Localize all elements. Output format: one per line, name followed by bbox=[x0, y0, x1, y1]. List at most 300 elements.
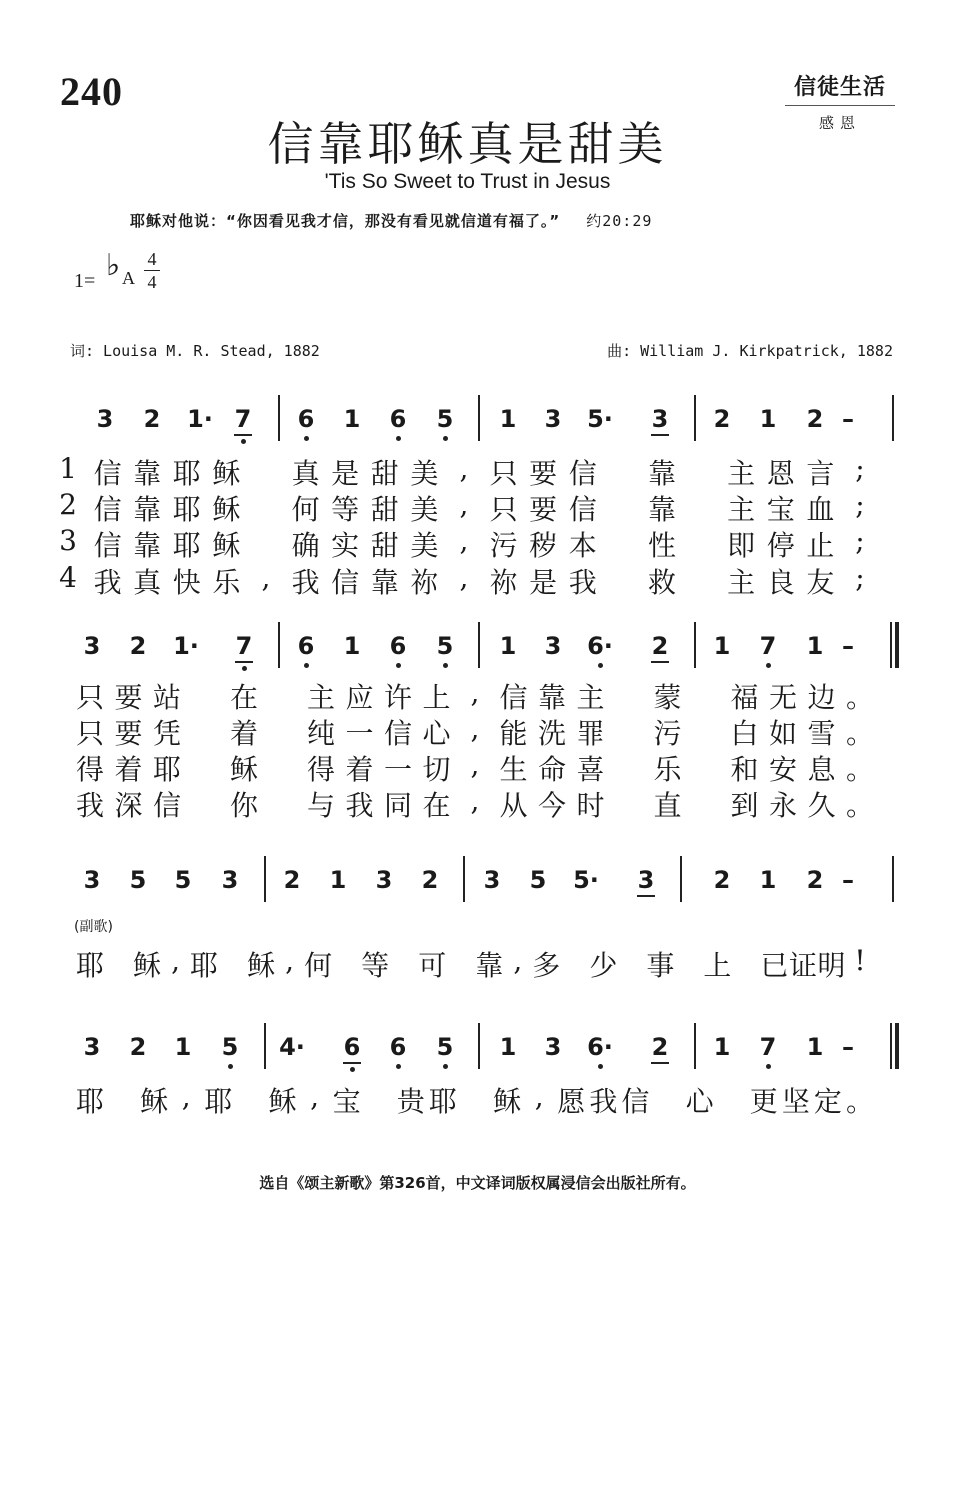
lyric-char: 停 bbox=[766, 529, 795, 562]
lyric-char: 生 bbox=[499, 753, 528, 786]
note: 2 bbox=[806, 405, 824, 433]
note: 5· bbox=[573, 866, 599, 894]
lyric-char: 。 bbox=[845, 717, 875, 750]
note: – bbox=[842, 866, 854, 894]
lyric-char: 美 bbox=[410, 493, 439, 526]
lyric-char: 信 bbox=[93, 457, 122, 490]
note: 2 bbox=[651, 632, 669, 660]
lyric-char: 只 bbox=[489, 493, 518, 526]
lyric-line bbox=[0, 748, 955, 784]
lyric-char: 言 bbox=[806, 457, 835, 490]
lyric-char: 耶 bbox=[428, 1085, 457, 1118]
lyric-char: 要 bbox=[529, 493, 558, 526]
lyric-char: , bbox=[459, 452, 469, 485]
lyric-char: 宝 bbox=[766, 493, 795, 526]
lyric-char: ; bbox=[855, 488, 865, 521]
lyric-char: 是 bbox=[529, 566, 558, 599]
lyric-char: 愿 bbox=[557, 1085, 586, 1118]
low-octave-dot bbox=[443, 663, 448, 668]
lyric-char: 从 bbox=[499, 789, 528, 822]
lyric-char: 耶 bbox=[172, 493, 201, 526]
lyric-char: 只 bbox=[75, 717, 105, 750]
note: 6 bbox=[297, 405, 315, 433]
lyric-char: 无 bbox=[768, 681, 798, 714]
lyric-char: 真 bbox=[133, 566, 162, 599]
lyric-char: 我 bbox=[345, 789, 374, 822]
lyric-char: 多 bbox=[532, 949, 561, 982]
lyric-char: 同 bbox=[383, 789, 413, 822]
lyric-char: , bbox=[470, 712, 480, 745]
lyric-char: 得 bbox=[306, 753, 336, 786]
time-signature bbox=[144, 248, 160, 293]
note: 3 bbox=[637, 866, 655, 894]
hymn-title-english: 'Tis So Sweet to Trust in Jesus bbox=[324, 170, 611, 193]
low-octave-dot bbox=[443, 1064, 448, 1069]
lyric-char: ! bbox=[854, 944, 866, 977]
low-octave-dot bbox=[396, 436, 401, 441]
lyric-char: 甜 bbox=[370, 457, 399, 490]
bar-line bbox=[694, 1023, 696, 1069]
low-octave-dot bbox=[598, 1064, 603, 1069]
lyric-line bbox=[0, 712, 955, 748]
note: 1 bbox=[499, 405, 517, 433]
lyric-char: 久 bbox=[807, 789, 836, 822]
lyric-char: 友 bbox=[806, 566, 835, 599]
lyric-char: 。 bbox=[845, 681, 875, 714]
lyric-char: 宝 bbox=[332, 1085, 361, 1118]
note: 5 bbox=[436, 1033, 454, 1061]
credit-words: 词: Louisa M. R. Stead, 1882 bbox=[70, 342, 320, 360]
lyric-char: 可 bbox=[418, 949, 447, 982]
lyric-char: 雪 bbox=[807, 717, 836, 750]
lyric-char: 上 bbox=[703, 949, 732, 982]
note: 6 bbox=[297, 632, 315, 660]
lyric-char: 你 bbox=[229, 789, 259, 822]
lyric-line bbox=[0, 524, 955, 560]
lyric-char: 我 bbox=[589, 1085, 618, 1118]
lyric-char: 靠 bbox=[537, 681, 567, 714]
lyric-char: 信 bbox=[152, 789, 182, 822]
lyric-char: 到 bbox=[730, 789, 759, 822]
note: 3 bbox=[544, 405, 562, 433]
note: 2 bbox=[713, 405, 731, 433]
lyric-char: , bbox=[470, 676, 480, 709]
bar-line bbox=[478, 1023, 480, 1069]
lyric-char: 只 bbox=[75, 681, 105, 714]
lyric-char: 永 bbox=[768, 789, 798, 822]
final-bar-line bbox=[890, 622, 899, 668]
eighth-underline bbox=[651, 1062, 669, 1064]
note: 5 bbox=[221, 1033, 239, 1061]
low-octave-dot bbox=[241, 439, 246, 444]
note: 6 bbox=[389, 632, 407, 660]
lyric-char: 。 bbox=[845, 789, 875, 822]
lyric-char: 祢 bbox=[410, 566, 439, 599]
category-sub: 感恩 bbox=[818, 114, 861, 132]
bar-line bbox=[463, 856, 465, 902]
bar-line bbox=[680, 856, 682, 902]
lyric-char: 信 bbox=[383, 717, 413, 750]
bar-line bbox=[694, 395, 696, 441]
lyric-char: 息 bbox=[807, 753, 836, 786]
lyric-char: 耶 bbox=[152, 753, 182, 786]
lyric-char: 着 bbox=[229, 717, 259, 750]
lyric-char: 甜 bbox=[370, 493, 399, 526]
lyric-char: 证 bbox=[788, 949, 817, 982]
lyric-char: 实 bbox=[331, 529, 360, 562]
lyric-char: 直 bbox=[653, 789, 682, 822]
lyric-line bbox=[0, 944, 955, 980]
lyric-char: 污 bbox=[653, 717, 682, 750]
note: 5 bbox=[436, 405, 454, 433]
lyric-char: 稣 bbox=[493, 1085, 522, 1118]
eighth-underline bbox=[343, 1062, 361, 1064]
lyric-char: 事 bbox=[646, 949, 675, 982]
lyric-char: 着 bbox=[114, 753, 143, 786]
low-octave-dot bbox=[350, 1067, 355, 1072]
lyric-char: ; bbox=[855, 524, 865, 557]
note: 3 bbox=[83, 866, 101, 894]
note: 4· bbox=[279, 1033, 305, 1061]
note: 2 bbox=[806, 866, 824, 894]
lyric-char: 安 bbox=[768, 753, 798, 786]
note: 1 bbox=[713, 632, 731, 660]
key-label: 1= bbox=[74, 270, 96, 292]
lyric-char: 耶 bbox=[75, 949, 105, 982]
lyric-char: 凭 bbox=[152, 717, 182, 750]
note: 3 bbox=[651, 405, 669, 433]
lyric-char: 。 bbox=[845, 1085, 875, 1118]
lyric-char: 边 bbox=[807, 681, 836, 714]
lyric-char: 等 bbox=[361, 949, 390, 982]
lyric-char: 等 bbox=[331, 493, 360, 526]
lyric-char: , bbox=[181, 1080, 191, 1113]
lyric-char: 我 bbox=[93, 566, 122, 599]
note: 5 bbox=[529, 866, 547, 894]
lyric-char: 耶 bbox=[75, 1085, 105, 1118]
lyric-char: , bbox=[459, 488, 469, 521]
note: 5· bbox=[587, 405, 613, 433]
lyric-char: 蒙 bbox=[653, 681, 682, 714]
lyric-char: 稣 bbox=[229, 753, 259, 786]
lyric-char: 站 bbox=[152, 681, 182, 714]
lyric-char: 甜 bbox=[370, 529, 399, 562]
lyric-char: 与 bbox=[306, 789, 336, 822]
hymn-number: 240 bbox=[60, 69, 123, 114]
lyric-char: 靠 bbox=[475, 949, 504, 982]
note: 1 bbox=[499, 1033, 517, 1061]
note: – bbox=[842, 632, 854, 660]
lyric-line bbox=[0, 784, 955, 820]
lyric-char: 心 bbox=[422, 717, 451, 750]
lyric-char: 信 bbox=[568, 493, 597, 526]
lyric-line bbox=[0, 676, 955, 712]
note: 5 bbox=[129, 866, 147, 894]
bar-line bbox=[694, 622, 696, 668]
note: 7 bbox=[759, 1033, 777, 1061]
lyric-char: 深 bbox=[114, 789, 143, 822]
eighth-underline bbox=[651, 434, 669, 436]
note: 2 bbox=[283, 866, 301, 894]
lyric-char: 上 bbox=[422, 681, 451, 714]
lyric-char: 信 bbox=[499, 681, 528, 714]
lyric-char: 在 bbox=[422, 789, 451, 822]
footer-note: 选自《颂主新歌》第326首，中文译词版权属浸信会出版社所有。 bbox=[259, 1174, 696, 1192]
note: 1 bbox=[174, 1033, 192, 1061]
lyric-char: 定 bbox=[813, 1085, 842, 1118]
lyric-char: 主 bbox=[727, 457, 756, 490]
lyric-char: , bbox=[470, 748, 480, 781]
lyric-char: 信 bbox=[93, 493, 122, 526]
lyric-char: 是 bbox=[331, 457, 360, 490]
lyric-char: 能 bbox=[499, 717, 528, 750]
lyric-char: 我 bbox=[568, 566, 597, 599]
note: 7 bbox=[759, 632, 777, 660]
note: 1 bbox=[499, 632, 517, 660]
note: 3 bbox=[221, 866, 239, 894]
bar-line bbox=[892, 856, 894, 902]
note: 1 bbox=[329, 866, 347, 894]
lyric-char: 要 bbox=[114, 681, 143, 714]
lyric-char: , bbox=[534, 1080, 544, 1113]
lyric-char: 我 bbox=[75, 789, 105, 822]
eighth-underline bbox=[651, 661, 669, 663]
lyric-char: 一 bbox=[383, 753, 413, 786]
note: 3 bbox=[83, 632, 101, 660]
note: 2 bbox=[143, 405, 161, 433]
lyric-char: 止 bbox=[806, 529, 835, 562]
lyric-char: 3 bbox=[59, 524, 77, 557]
lyric-char: 靠 bbox=[133, 493, 162, 526]
lyric-char: 要 bbox=[114, 717, 143, 750]
note: 3 bbox=[483, 866, 501, 894]
lyric-char: , bbox=[459, 524, 469, 557]
lyric-char: 贵 bbox=[396, 1085, 425, 1118]
bar-line bbox=[478, 395, 480, 441]
lyric-char: 耶 bbox=[172, 529, 201, 562]
lyric-char: 美 bbox=[410, 529, 439, 562]
note: 6· bbox=[587, 632, 613, 660]
lyric-char: 着 bbox=[345, 753, 374, 786]
lyric-char: 福 bbox=[730, 681, 759, 714]
final-bar-line bbox=[890, 1023, 899, 1069]
key-note: A bbox=[122, 268, 135, 288]
lyric-char: 靠 bbox=[133, 457, 162, 490]
note: 1 bbox=[759, 405, 777, 433]
lyric-char: 快 bbox=[172, 566, 201, 599]
lyric-char: 信 bbox=[93, 529, 122, 562]
lyric-char: 2 bbox=[59, 488, 77, 521]
lyric-char: 耶 bbox=[172, 457, 201, 490]
lyric-char: 耶 bbox=[190, 949, 219, 982]
note: 1 bbox=[759, 866, 777, 894]
lyric-char: 命 bbox=[537, 753, 567, 786]
lyric-line bbox=[0, 488, 955, 524]
lyric-char: 秽 bbox=[529, 529, 558, 562]
lyric-char: 白 bbox=[730, 717, 759, 750]
lyric-char: 稣 bbox=[247, 949, 276, 982]
note: 2 bbox=[421, 866, 439, 894]
note: 2 bbox=[129, 632, 147, 660]
note: 1 bbox=[343, 632, 361, 660]
lyric-char: 稣 bbox=[212, 493, 241, 526]
note: 1· bbox=[187, 405, 213, 433]
lyric-char: , bbox=[310, 1080, 320, 1113]
note: – bbox=[842, 1033, 854, 1061]
lyric-char: , bbox=[285, 944, 295, 977]
lyric-char: ; bbox=[855, 561, 865, 594]
lyric-char: 美 bbox=[410, 457, 439, 490]
note: 5 bbox=[436, 632, 454, 660]
lyric-char: 主 bbox=[306, 681, 336, 714]
lyric-char: 1 bbox=[59, 452, 77, 485]
bar-line bbox=[278, 395, 280, 441]
lyric-char: 时 bbox=[576, 789, 605, 822]
note: 1 bbox=[713, 1033, 731, 1061]
lyric-char: 真 bbox=[291, 457, 320, 490]
lyric-char: 良 bbox=[766, 566, 795, 599]
low-octave-dot bbox=[304, 436, 309, 441]
flat-icon: ♭ bbox=[106, 249, 121, 282]
note: 1 bbox=[806, 632, 824, 660]
lyric-char: 何 bbox=[304, 949, 333, 982]
time-signature-bottom: 4 bbox=[147, 272, 157, 292]
lyric-char: 纯 bbox=[306, 717, 336, 750]
note: 6 bbox=[389, 405, 407, 433]
bar-line bbox=[264, 856, 266, 902]
lyric-char: 耶 bbox=[204, 1085, 233, 1118]
lyric-char: 信 bbox=[621, 1085, 650, 1118]
scripture-verse bbox=[130, 210, 652, 231]
bar-line bbox=[264, 1023, 266, 1069]
lyric-char: 本 bbox=[568, 529, 597, 562]
low-octave-dot bbox=[396, 663, 401, 668]
lyric-char: 稣 bbox=[140, 1085, 169, 1118]
lyric-line bbox=[0, 1080, 955, 1116]
lyric-char: , bbox=[171, 944, 180, 977]
lyric-char: ; bbox=[855, 452, 865, 485]
note: 6 bbox=[343, 1033, 361, 1061]
lyric-char: 和 bbox=[730, 753, 759, 786]
lyric-char: 稣 bbox=[133, 949, 162, 982]
lyric-char: 许 bbox=[383, 681, 413, 714]
note: 1 bbox=[343, 405, 361, 433]
lyric-char: 污 bbox=[489, 529, 518, 562]
lyric-char: 稣 bbox=[212, 457, 241, 490]
lyric-char: 乐 bbox=[653, 753, 682, 786]
lyric-char: 信 bbox=[331, 566, 360, 599]
lyric-char: 要 bbox=[529, 457, 558, 490]
low-octave-dot bbox=[242, 666, 247, 671]
lyric-char: 少 bbox=[589, 949, 618, 982]
low-octave-dot bbox=[766, 663, 771, 668]
lyric-char: 更 bbox=[749, 1085, 778, 1118]
lyric-char: 只 bbox=[489, 457, 518, 490]
category-main: 信徒生活 bbox=[785, 70, 895, 106]
eighth-underline bbox=[637, 895, 655, 897]
lyric-char: 得 bbox=[75, 753, 105, 786]
lyric-char: 罪 bbox=[576, 717, 605, 750]
lyric-char: 信 bbox=[568, 457, 597, 490]
time-signature-top: 4 bbox=[147, 249, 157, 269]
lyric-char: 血 bbox=[806, 493, 835, 526]
lyric-char: , bbox=[513, 944, 523, 977]
eighth-underline bbox=[234, 434, 252, 436]
lyric-char: 明 bbox=[817, 949, 846, 982]
note: 3 bbox=[96, 405, 114, 433]
lyric-char: 心 bbox=[685, 1085, 714, 1118]
note: 7 bbox=[234, 405, 252, 433]
note: 2 bbox=[129, 1033, 147, 1061]
low-octave-dot bbox=[396, 1064, 401, 1069]
lyric-char: 靠 bbox=[370, 566, 399, 599]
low-octave-dot bbox=[228, 1064, 233, 1069]
chorus-label: (副歌) bbox=[74, 919, 113, 935]
bar-line bbox=[892, 395, 894, 441]
lyric-char: 性 bbox=[647, 529, 677, 562]
lyric-char: 靠 bbox=[647, 493, 677, 526]
scripture-text: 耶稣对他说：“你因看见我才信，那没有看见就信道有福了。” bbox=[130, 212, 561, 230]
note: 7 bbox=[235, 632, 253, 660]
lyric-char: 主 bbox=[727, 566, 756, 599]
lyric-char: 恩 bbox=[766, 457, 795, 490]
lyric-char: 在 bbox=[229, 681, 259, 714]
note: 6· bbox=[587, 1033, 613, 1061]
lyric-char: 稣 bbox=[212, 529, 241, 562]
low-octave-dot bbox=[443, 436, 448, 441]
note: 5 bbox=[174, 866, 192, 894]
lyric-char: 靠 bbox=[133, 529, 162, 562]
lyric-char: 已 bbox=[760, 949, 789, 982]
lyric-char: 一 bbox=[345, 717, 374, 750]
lyric-char: 。 bbox=[845, 753, 875, 786]
lyric-char: 切 bbox=[422, 753, 451, 786]
lyric-char: 喜 bbox=[576, 753, 605, 786]
lyric-char: 乐 bbox=[212, 566, 241, 599]
lyric-char: 4 bbox=[59, 561, 77, 594]
note: 3 bbox=[375, 866, 393, 894]
hymn-title-chinese: 信靠耶稣真是甜美 bbox=[267, 117, 668, 171]
note: 6 bbox=[389, 1033, 407, 1061]
lyric-char: 靠 bbox=[647, 457, 677, 490]
lyric-char: 救 bbox=[647, 566, 677, 599]
lyric-char: 应 bbox=[345, 681, 374, 714]
lyric-char: 今 bbox=[537, 789, 567, 822]
lyric-char: , bbox=[459, 561, 469, 594]
credit-music: 曲: William J. Kirkpatrick, 1882 bbox=[607, 342, 893, 360]
note: 3 bbox=[544, 1033, 562, 1061]
lyric-char: 坚 bbox=[781, 1085, 810, 1118]
low-octave-dot bbox=[304, 663, 309, 668]
lyric-char: 何 bbox=[291, 493, 320, 526]
lyric-char: , bbox=[470, 784, 480, 817]
lyric-char: 即 bbox=[727, 529, 756, 562]
note: 3 bbox=[544, 632, 562, 660]
note: 2 bbox=[713, 866, 731, 894]
lyric-char: 稣 bbox=[268, 1085, 297, 1118]
eighth-underline bbox=[235, 661, 253, 663]
bar-line bbox=[278, 622, 280, 668]
lyric-char: 如 bbox=[768, 717, 798, 750]
lyric-char: 确 bbox=[291, 529, 320, 562]
low-octave-dot bbox=[598, 663, 603, 668]
lyric-line bbox=[0, 452, 955, 488]
note: 1 bbox=[806, 1033, 824, 1061]
lyric-char: 祢 bbox=[489, 566, 518, 599]
note: 1· bbox=[173, 632, 199, 660]
lyric-char: 我 bbox=[291, 566, 320, 599]
scripture-reference: 约20:29 bbox=[586, 212, 653, 230]
